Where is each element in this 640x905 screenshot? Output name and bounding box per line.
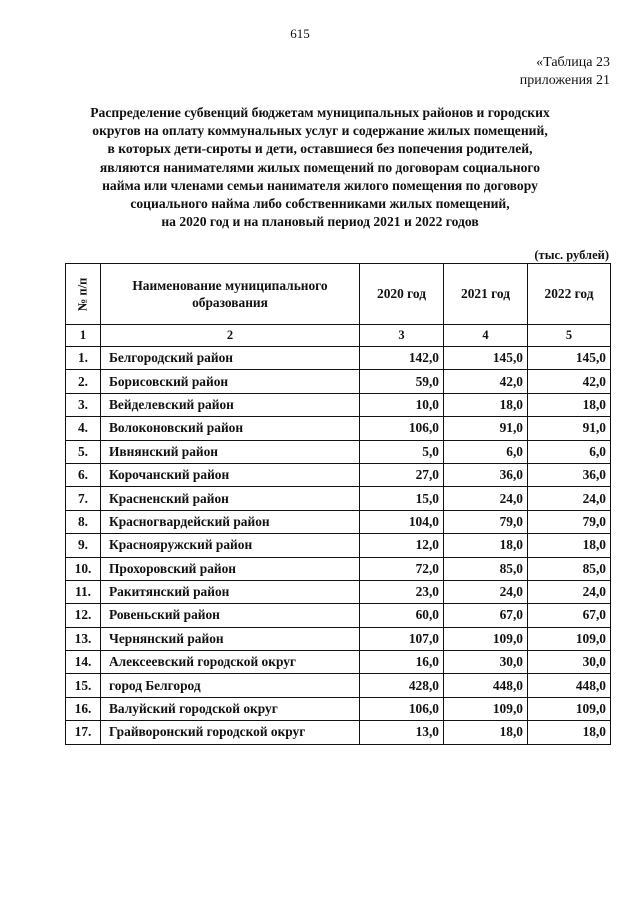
value-2022: 109,0 [528,697,611,720]
row-number: 3. [66,393,101,416]
table-reference-line-1: «Таблица 23 [536,55,610,70]
row-number: 13. [66,627,101,650]
value-2020: 59,0 [360,370,444,393]
value-2020: 16,0 [360,651,444,674]
value-2022: 30,0 [528,651,611,674]
value-2022: 91,0 [528,417,611,440]
row-number: 7. [66,487,101,510]
title-line: являются нанимателями жилых помещений по договорам социального [99,159,541,175]
value-2021: 18,0 [444,721,528,744]
municipality-name: Борисовский район [101,370,360,393]
value-2022: 24,0 [528,487,611,510]
value-2021: 448,0 [444,674,528,697]
value-2021: 109,0 [444,627,528,650]
municipality-name: Красногвардейский район [101,510,360,533]
table-header-row [66,264,611,325]
table-row [66,347,611,370]
title-line: социального найма либо собственниками жилых помещений, [130,196,510,212]
value-2022: 36,0 [528,463,611,486]
municipality-name: Ивнянский район [101,440,360,463]
table-row [66,604,611,627]
table-row [66,393,611,416]
table-row [66,557,611,580]
table-row [66,651,611,674]
title-line: Распределение субвенций бюджетам муниципальных районов и городских [90,105,550,120]
column-number: 4 [444,325,528,347]
value-2022: 18,0 [528,534,611,557]
row-number: 9. [66,534,101,557]
municipality-name: Краснояружский район [101,534,360,557]
table-row [66,510,611,533]
column-number: 3 [360,325,444,347]
municipality-name: Красненский район [101,487,360,510]
municipality-name: Чернянский район [101,627,360,650]
table-row [66,440,611,463]
header-num [66,264,101,325]
value-2021: 79,0 [444,510,528,533]
value-2022: 18,0 [528,393,611,416]
row-number: 1. [66,347,101,370]
value-2020: 15,0 [360,487,444,510]
table-row [66,370,611,393]
table-row [66,417,611,440]
value-2022: 448,0 [528,674,611,697]
value-2020: 23,0 [360,580,444,603]
row-number: 5. [66,440,101,463]
table-reference-line-2: приложения 21 [519,73,610,88]
value-2021: 85,0 [444,557,528,580]
table-row [66,463,611,486]
row-number: 4. [66,417,101,440]
value-2021: 91,0 [444,417,528,440]
value-2021: 18,0 [444,393,528,416]
table-row [66,697,611,720]
column-number: 5 [528,325,611,347]
value-2022: 67,0 [528,604,611,627]
value-2020: 5,0 [360,440,444,463]
row-number: 10. [66,557,101,580]
table-row [66,580,611,603]
value-2022: 6,0 [528,440,611,463]
header-name-line-2: образования [192,295,268,310]
row-number: 11. [66,580,101,603]
value-2020: 142,0 [360,347,444,370]
row-number: 6. [66,463,101,486]
value-2020: 72,0 [360,557,444,580]
header-num-label: № п/п [75,277,90,312]
municipality-name: Вейделевский район [101,393,360,416]
title-line: найма или членами семьи нанимателя жилого помещения по договору [102,177,538,193]
value-2020: 27,0 [360,463,444,486]
value-2020: 104,0 [360,510,444,533]
municipality-name: Корочанский район [101,463,360,486]
municipality-name: Прохоровский район [101,557,360,580]
table-row [66,674,611,697]
table-row [66,534,611,557]
row-number: 14. [66,651,101,674]
value-2020: 13,0 [360,721,444,744]
header-name [101,264,360,325]
title-line: на 2020 год и на плановый период 2021 и 2022 годов [161,214,479,230]
value-2021: 109,0 [444,697,528,720]
value-2021: 24,0 [444,487,528,510]
value-2022: 109,0 [528,627,611,650]
value-2020: 107,0 [360,627,444,650]
municipality-name: Грайворонский городской округ [101,721,360,744]
header-2020: 2020 год [360,264,444,325]
row-number: 16. [66,697,101,720]
row-number: 2. [66,370,101,393]
title-line: округов на оплату коммунальных услуг и содержание жилых помещений, [92,123,548,139]
municipality-name: Ракитянский район [101,580,360,603]
value-2021: 18,0 [444,534,528,557]
municipality-name: Ровеньский район [101,604,360,627]
value-2022: 42,0 [528,370,611,393]
municipality-name: Волоконовский район [101,417,360,440]
value-2020: 428,0 [360,674,444,697]
value-2021: 6,0 [444,440,528,463]
header-name-line-1: Наименование муниципального [132,278,328,293]
table-row [66,627,611,650]
value-2022: 24,0 [528,580,611,603]
title-line: в которых дети-сироты и дети, оставшиеся без попечения родителей, [107,141,533,157]
units-label: (тыс. рублей) [534,248,609,262]
value-2020: 60,0 [360,604,444,627]
value-2021: 30,0 [444,651,528,674]
value-2020: 12,0 [360,534,444,557]
municipality-name: Валуйский городской округ [101,697,360,720]
table-row [66,721,611,744]
table-row [66,487,611,510]
page-number: 615 [290,26,310,41]
row-number: 15. [66,674,101,697]
value-2021: 145,0 [444,347,528,370]
row-number: 12. [66,604,101,627]
subsidy-table [65,263,611,745]
header-2021: 2021 год [444,264,528,325]
municipality-name: Алексеевский городской округ [101,651,360,674]
value-2021: 67,0 [444,604,528,627]
row-number: 8. [66,510,101,533]
value-2022: 18,0 [528,721,611,744]
column-number: 2 [101,325,360,347]
column-numbers-row [66,325,611,347]
municipality-name: город Белгород [101,674,360,697]
value-2021: 42,0 [444,370,528,393]
value-2020: 106,0 [360,697,444,720]
document-title [60,104,580,231]
value-2020: 106,0 [360,417,444,440]
value-2022: 79,0 [528,510,611,533]
municipality-name: Белгородский район [101,347,360,370]
column-number: 1 [66,325,101,347]
value-2021: 36,0 [444,463,528,486]
value-2020: 10,0 [360,393,444,416]
table-reference [520,54,610,90]
value-2022: 85,0 [528,557,611,580]
header-2022: 2022 год [528,264,611,325]
row-number: 17. [66,721,101,744]
value-2022: 145,0 [528,347,611,370]
value-2021: 24,0 [444,580,528,603]
